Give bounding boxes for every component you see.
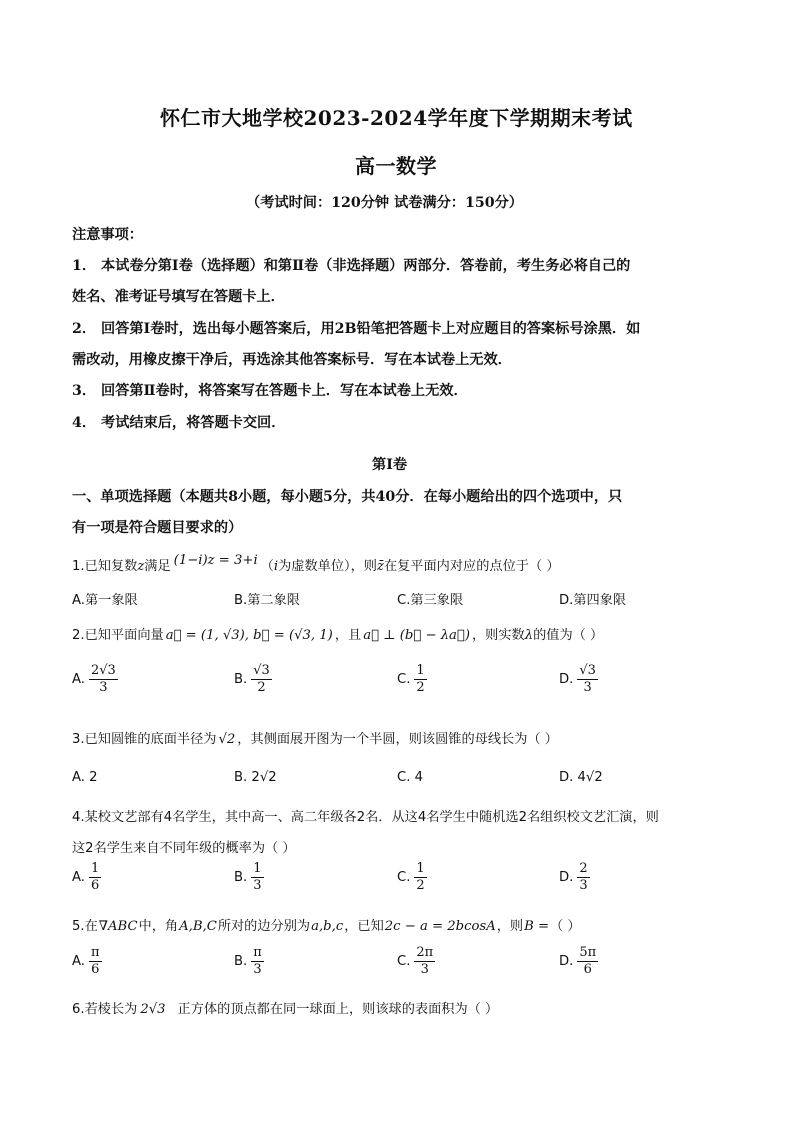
q5-option-a	[72, 946, 102, 977]
q3-option-d: D. 4√2	[559, 770, 603, 785]
q2-a-den: 3	[99, 680, 108, 695]
q5-c-label: C.	[397, 954, 411, 969]
q5-b-num: π	[253, 945, 262, 960]
q4-option-a	[72, 862, 101, 893]
q2-condition: a⃗ ⊥ (b⃗ − λa⃗)	[363, 628, 470, 643]
q5-c-num: 2π	[416, 945, 434, 960]
notice-item-1b: 姓名、准考证号填写在答题卡上．	[72, 289, 285, 305]
q2-option-d	[559, 664, 598, 695]
notice-item-3: 3． 回答第Ⅱ卷时，将答案写在答题卡上．写在本试卷上无效．	[72, 383, 468, 399]
q4-option-b	[234, 862, 264, 893]
question-6	[72, 998, 498, 1017]
q4-d-fraction	[577, 862, 589, 893]
q5-d-fraction	[577, 946, 598, 977]
q1-option-d: D.第四象限	[559, 593, 627, 608]
q4-d-label: D.	[559, 870, 574, 885]
q2-d-label: D.	[559, 672, 574, 687]
q4-c-label: C.	[397, 870, 411, 885]
q4-b-fraction	[251, 862, 263, 893]
q5-a-num: π	[90, 945, 100, 960]
q4-a-fraction	[89, 862, 101, 893]
volume-title: 第Ⅰ卷	[372, 457, 408, 473]
q4-b-label: B.	[234, 870, 248, 885]
notice-item-2b: 需改动，用橡皮擦干净后，再选涂其他答案标号．写在本试卷上无效．	[72, 352, 512, 368]
q5-mid: 中，角	[138, 919, 179, 934]
q5-pre: 5.在	[72, 919, 98, 934]
q3-end: ，其侧面展开图为一个半圆，则该圆锥的母线长为（ ）	[237, 732, 558, 747]
q5-triangle: ∇ABC	[98, 919, 138, 934]
question-1	[72, 555, 560, 574]
notice-item-1a: 1． 本试卷分第Ⅰ卷（选择题）和第Ⅱ卷（非选择题）两部分．答卷前，考生务必将自己的	[72, 258, 631, 274]
q2-d-den: 3	[583, 680, 592, 695]
question-4-line-2: 这2名学生来自不同年级的概率为（ ）	[72, 841, 296, 856]
q5-c-fraction	[414, 946, 435, 977]
q5-option-b	[234, 946, 264, 977]
q2-b-fraction	[251, 664, 272, 695]
q1-mid2: （	[260, 559, 274, 574]
q4-c-den: 2	[416, 878, 425, 893]
q5-c-den: 3	[420, 962, 429, 977]
q4-b-num: 1	[253, 861, 262, 876]
q2-b-den: 2	[257, 680, 266, 695]
q5-mid2: 所对的边分别为	[217, 919, 311, 934]
q2-option-b	[234, 664, 272, 695]
q2-c-label: C.	[397, 672, 411, 687]
q4-a-num: 1	[90, 861, 100, 876]
question-3	[72, 728, 558, 747]
exam-info: （考试时间：120分钟 试卷满分：150分）	[246, 195, 523, 211]
q2-option-c	[397, 664, 427, 695]
q5-d-den: 6	[583, 962, 592, 977]
q5-b-den: 3	[253, 962, 262, 977]
q3-pre: 3.已知圆锥的底面半径为	[72, 732, 217, 747]
q5-a-den: 6	[91, 962, 100, 977]
q6-value: 2√3	[140, 1002, 166, 1017]
q2-c-den: 2	[416, 680, 425, 695]
q5-a-fraction	[89, 946, 102, 977]
q2-mid: ，且	[334, 628, 362, 643]
q5-end: ，则	[496, 919, 524, 934]
q2-a-label: A.	[72, 672, 85, 687]
q2-a-num: 2√3	[90, 663, 116, 678]
q3-option-b: B. 2√2	[234, 770, 277, 785]
q1-post: 为虚数单位），则	[278, 559, 377, 574]
q5-end2: （ ）	[550, 919, 581, 934]
q1-pre: 1.已知复数	[72, 559, 138, 574]
q1-zbar: z̄	[376, 559, 384, 574]
notice-item-2a: 2． 回答第Ⅰ卷时，选出每小题答案后，用2B铅笔把答题卡上对应题目的答案标号涂黑．如	[72, 321, 641, 337]
q4-d-num: 2	[579, 861, 588, 876]
q2-vectors: a⃗ = (1, √3), b⃗ = (√3, 1)	[165, 628, 333, 643]
q6-end: 正方体的顶点都在同一球面上，则该球的表面积为（ ）	[177, 1002, 499, 1017]
q3-value: √2	[218, 732, 236, 747]
q5-option-c	[397, 946, 435, 977]
q2-d-fraction	[577, 664, 598, 695]
q1-i: i	[273, 559, 279, 574]
q5-equation: 2c − a = 2bcosA	[384, 919, 496, 934]
q4-c-fraction	[414, 862, 426, 893]
q4-c-num: 1	[416, 861, 425, 876]
q2-end: ，则实数	[471, 628, 525, 643]
q5-angles: A,B,C	[179, 919, 217, 934]
q6-pre: 6.若棱长为	[72, 1002, 138, 1017]
q4-d-den: 3	[579, 878, 588, 893]
question-2	[72, 624, 603, 643]
q2-c-fraction	[414, 664, 426, 695]
q5-b-fraction	[251, 946, 264, 977]
q1-equation: (1−i)z = 3+i	[173, 553, 258, 568]
q2-a-fraction	[89, 664, 118, 695]
q4-option-d	[559, 862, 590, 893]
q1-option-a: A.第一象限	[72, 593, 138, 608]
q2-option-a	[72, 664, 118, 695]
q2-d-num: √3	[579, 663, 596, 678]
notice-item-4: 4． 考试结束后，将答题卡交回．	[72, 415, 286, 431]
q1-end: 在复平面内对应的点位于（ ）	[383, 559, 560, 574]
q2-end2: 的值为（ ）	[533, 628, 604, 643]
q5-a-label: A.	[72, 954, 85, 969]
question-5	[72, 915, 581, 934]
q5-sides: a,b,c	[311, 919, 344, 934]
q2-pre: 2.已知平面向量	[72, 628, 164, 643]
q4-a-den: 6	[90, 878, 100, 893]
q3-option-a: A. 2	[72, 770, 98, 785]
exam-title: 怀仁市大地学校2023-2024学年度下学期期末考试	[160, 106, 633, 130]
q1-option-c: C.第三象限	[397, 593, 464, 608]
q5-d-num: 5π	[579, 945, 597, 960]
q2-lambda: λ	[524, 628, 534, 643]
q5-mid3: ，已知	[344, 919, 384, 934]
q2-b-num: √3	[253, 663, 270, 678]
q1-mid: 满足	[144, 559, 171, 574]
q5-d-label: D.	[559, 954, 574, 969]
q2-b-label: B.	[234, 672, 248, 687]
q3-option-c: C. 4	[397, 770, 423, 785]
q4-a-label: A.	[72, 870, 85, 885]
q5-b: B =	[524, 919, 550, 934]
q2-c-num: 1	[416, 663, 425, 678]
q5-option-d	[559, 946, 598, 977]
subject-title: 高一数学	[355, 154, 437, 178]
q1-z: z	[137, 559, 145, 574]
question-4-line-1: 4.某校文艺部有4名学生，其中高一、高二年级各2名．从这4名学生中随机选2名组织校文艺汇演，则	[72, 810, 659, 825]
part1-heading-a: 一、单项选择题（本题共8小题，每小题5分，共40分．在每小题给出的四个选项中，只	[72, 489, 623, 505]
part1-heading-b: 有一项是符合题目要求的）	[72, 520, 243, 536]
q4-option-c	[397, 862, 427, 893]
q1-option-b: B.第二象限	[234, 593, 300, 608]
q4-b-den: 3	[253, 878, 262, 893]
notice-heading: 注意事项：	[72, 227, 143, 243]
q5-b-label: B.	[234, 954, 248, 969]
